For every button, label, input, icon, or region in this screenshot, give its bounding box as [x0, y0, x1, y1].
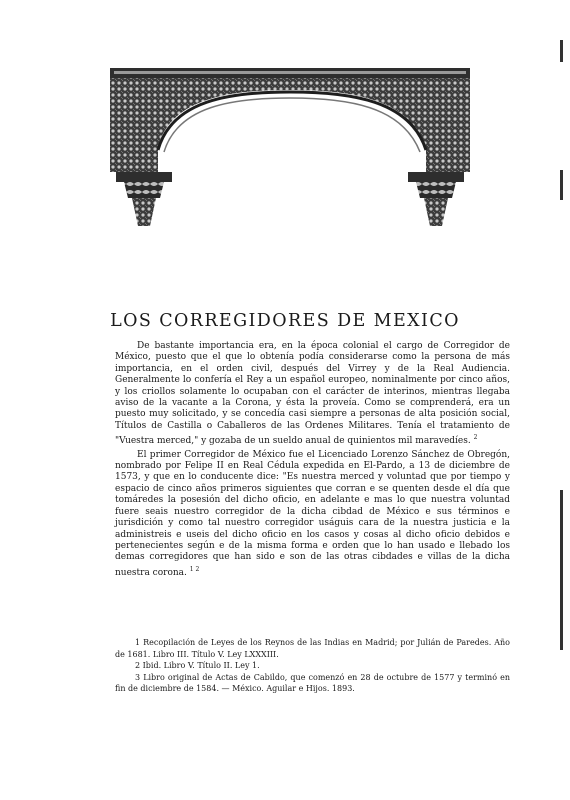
- article-body: [115, 341, 510, 579]
- footnote-marker: 1 2: [189, 565, 200, 573]
- body-paragraph: De bastante importancia era, en la época colonial el cargo de Corregidor de México, puesto que el que lo obtenía podía considerarse como la persona de más importancia, en el orden civil, después del Virrey y de la Real Audiencia. Generalmente lo confería el Rey a un español europeo, nominalmente por cinco años, y los criollos solamente lo ocupaban con el carácter de interinos, mientras llegaba aviso de la vacante a la Corona, y ésta la proveía. Como se comprenderá, era un puesto muy solicitado, y se concedía casi siempre a personas de alta posición social, Títulos de Castilla o Caballeros de las Ordenes Militares. Tenía el tratamiento de "Vuestra merced," y gozaba de un sueldo anual de quinientos mil maravedíes. $^2$: [115, 341, 510, 447]
- footnote: 2 Ibid. Libro V. Título II. Ley 1.: [135, 661, 260, 670]
- body-paragraph: El primer Corregidor de México fue el Licenciado Lorenzo Sánchez de Obregón, nombrado por Felipe II en Real Cédula expedida en El-Pardo, a 13 de diciembre de 1573, y que en lo conducente dice: "Es nuestra merced y voluntad que por tiempo y espacio de cinco años primeros siguientes que corran e se quenten desde el día que tomáredes la posesión del dicho oficio, en adelante e mas lo que nuestra voluntad fuere seais nuestro corregidor de la dicha cibdad de México e sus términos e jurisdición y como tal nuestro corregidor uságuis cara de la nuestra justicia e la administreis e useis del dicho oficio en los casos y cosas al dicho oficio debidos e pertenecientes según e de la misma forma e orden que lo han usado e llebado los demas corregidores que han sido e son de las otras cibdades e villas de la dicha nuestra corona. $^{1 2}$: [115, 449, 510, 578]
- scan-edge-mark: [560, 40, 563, 62]
- footnote-marker: 2: [473, 434, 478, 442]
- scan-edge-mark: [560, 490, 563, 650]
- footnotes: [115, 637, 510, 695]
- footnote: 1 Recopilación de Leyes de los Reynos de las Indias en Madrid; por Julián de Paredes. Año de 1681. Libro III. Título V. Ley LXXXIII.: [115, 638, 510, 659]
- footnote: 3 Libro original de Actas de Cabildo, que comenzó en 28 de octubre de 1577 y terminó en fin de diciembre de 1584. — México. Aguilar e Hijos. 1893.: [115, 672, 510, 693]
- scan-edge-mark: [560, 170, 563, 200]
- article-title: LOS CORREGIDORES DE MEXICO: [110, 311, 460, 331]
- ornamental-arch-illustration: [110, 68, 470, 230]
